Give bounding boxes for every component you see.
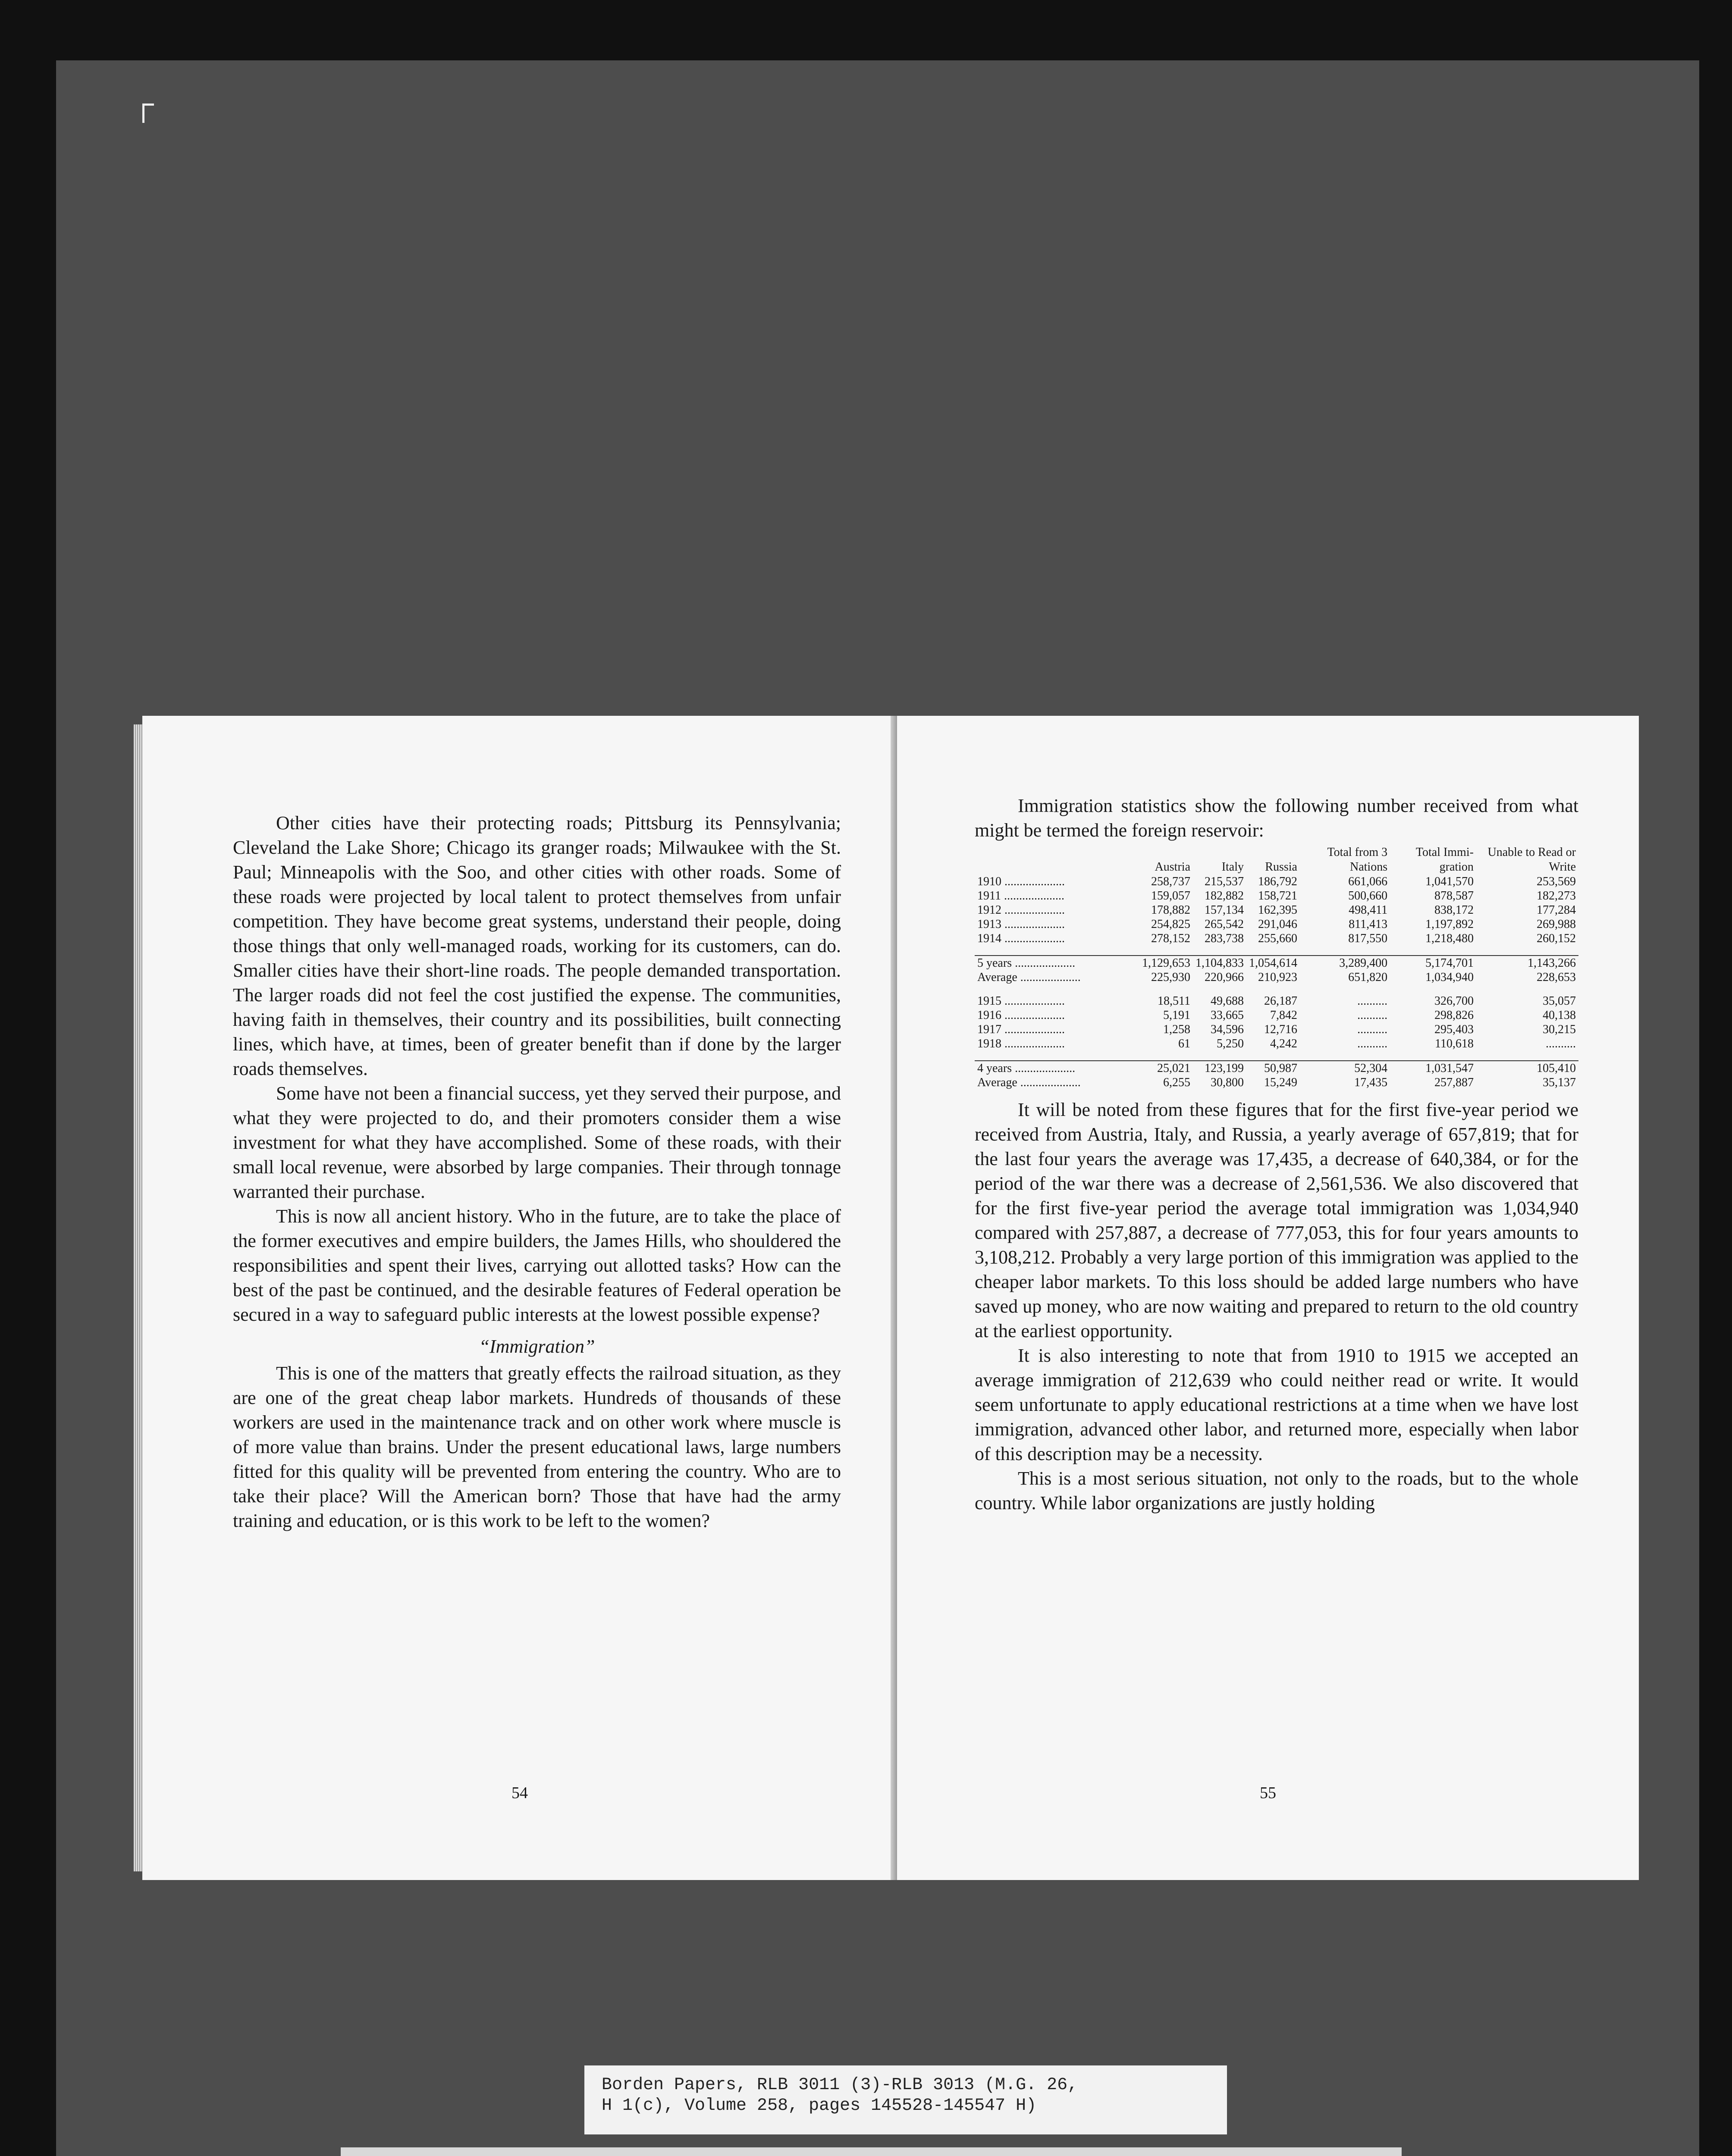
- table-cell: 182,273: [1537, 889, 1576, 903]
- table-header-row: [975, 845, 1578, 874]
- table-row: [975, 1037, 1578, 1051]
- right-page: [897, 716, 1639, 1880]
- right-paragraph-1: It will be noted from these figures that for the first five-year period we received from Austria, Italy, and Russia, a yearly average of 657,819; that for the last four years the average was 17,435, a decrease of 640,384, or for the period of the war there was a decrease of 2,561,536. We also discovered that for the first five-year period the average total immigration was 1,034,940 compared with 257,887, a decrease of 777,053, this for four years amounts to 3,108,212. Probably a very large portion of this immigration was applied to the cheaper labor markets. To this loss should be added large numbers who have saved up money, who are now waiting and prepared to return to the old country at the earliest opportunity.: [975, 1099, 1578, 1341]
- table-cell: 186,792: [1258, 875, 1297, 888]
- table-cell: 110,618: [1434, 1037, 1474, 1050]
- page-number-left: 54: [511, 1784, 528, 1802]
- table-row: [975, 874, 1578, 889]
- table-cell: 61: [1178, 1037, 1190, 1050]
- table-cell: 210,923: [1258, 971, 1297, 984]
- row-label: 1918 ....................: [977, 1037, 1065, 1050]
- table-cell: 158,721: [1258, 889, 1297, 903]
- immigration-paragraph: This is one of the matters that greatly effects the railroad situation, as they are one of the great cheap labor markets. Hundreds of thousands of these workers are used in the maintenance track and on other work where muscle is of more value than brains. Under the present educational laws, large numbers fitted for this quality will be prevented from entering the country. Who are to take their place? Will the American born? Those that have had the army training and education, or is this work to be left to the women?: [233, 1363, 841, 1531]
- table-row: [975, 889, 1578, 903]
- table-spacer: [975, 984, 1578, 994]
- table-cell: 255,660: [1258, 932, 1297, 945]
- row-label: 1914 ....................: [977, 932, 1065, 945]
- table-intro: Immigration statistics show the following number received from what might be termed the foreign reservoir:: [975, 795, 1578, 841]
- table-cell: 295,403: [1434, 1023, 1474, 1036]
- table-cell: 1,034,940: [1425, 971, 1474, 984]
- table-cell: 1,054,614: [1246, 956, 1300, 970]
- header-austria: Austria: [1155, 860, 1190, 874]
- row-label: 1915 ....................: [977, 994, 1065, 1008]
- table-cell: 1,129,653: [1139, 956, 1193, 970]
- table-row: [975, 931, 1578, 946]
- reference-label: Borden Papers, RLB 3011 (3)-RLB 3013 (M.G. 26, H 1(c), Volume 258, pages 145528-145547 H): [584, 2065, 1227, 2134]
- page-number-right: 55: [1260, 1784, 1276, 1802]
- row-label: 1917 ....................: [977, 1023, 1065, 1036]
- table-cell: ..........: [1357, 1009, 1388, 1022]
- table-cell: 178,882: [1151, 903, 1190, 917]
- table-cell: 215,537: [1205, 875, 1244, 888]
- table-cell: 269,988: [1537, 918, 1576, 931]
- table-cell: 40,138: [1543, 1009, 1576, 1022]
- table-cell: 17,435: [1354, 1076, 1388, 1089]
- table-cell: 49,688: [1211, 994, 1244, 1008]
- table-cell: 661,066: [1348, 875, 1388, 888]
- table-cell: 1,258: [1163, 1023, 1190, 1036]
- table-cell: 34,596: [1211, 1023, 1244, 1036]
- right-paragraph-3: This is a most serious situation, not only to the roads, but to the whole country. While labor organizations are justly holding: [975, 1468, 1578, 1514]
- table-cell: 35,137: [1543, 1076, 1576, 1089]
- table-cell: 258,737: [1151, 875, 1190, 888]
- row-label: 4 years ....................: [975, 1061, 1139, 1075]
- table-cell: 260,152: [1537, 932, 1576, 945]
- table-cell: 5,174,701: [1390, 956, 1476, 970]
- table-cell: 811,413: [1349, 918, 1388, 931]
- table-cell: 298,826: [1434, 1009, 1474, 1022]
- table-cell: 33,665: [1211, 1009, 1244, 1022]
- row-label: 5 years ....................: [975, 956, 1139, 970]
- table-cell: 498,411: [1349, 903, 1388, 917]
- table-cell: 265,542: [1205, 918, 1244, 931]
- table-cell: 105,410: [1476, 1061, 1578, 1075]
- table-cell: 1,218,480: [1425, 932, 1474, 945]
- table-cell: 5,191: [1163, 1009, 1190, 1022]
- table-cell: 257,887: [1434, 1076, 1474, 1089]
- table-cell: 18,511: [1158, 994, 1190, 1008]
- table-cell: 35,057: [1543, 994, 1576, 1008]
- row-label: 1912 ....................: [977, 903, 1065, 917]
- table-cell: 26,187: [1264, 994, 1297, 1008]
- table-row: [975, 1061, 1578, 1075]
- table-cell: 25,021: [1139, 1061, 1193, 1075]
- table-row: [975, 970, 1578, 984]
- table-cell: 1,143,266: [1476, 956, 1578, 970]
- table-cell: 50,987: [1246, 1061, 1300, 1075]
- table-cell: 30,215: [1543, 1023, 1576, 1036]
- header-year: [975, 845, 1139, 874]
- table-row: [975, 1022, 1578, 1037]
- header-total-immigration: Total Immi- gration: [1415, 846, 1474, 874]
- open-book: [142, 707, 1652, 1897]
- table-cell: 52,304: [1300, 1061, 1390, 1075]
- table-cell: ..........: [1357, 1023, 1388, 1036]
- immigration-table: [975, 845, 1578, 1090]
- right-paragraph-2: It is also interesting to note that from 1910 to 1915 we accepted an average immigration of 212,639 who could neither read or write. It would seem unfortunate to apply educational restrictions at a time when we have lost immigration, advanced other labor, and returned more, especially when labor of this description may be a necessity.: [975, 1345, 1578, 1464]
- table-cell: 123,199: [1193, 1061, 1246, 1075]
- row-label: 1911 ....................: [977, 889, 1064, 903]
- table-cell: ..........: [1357, 994, 1388, 1008]
- table-cell: 12,716: [1264, 1023, 1297, 1036]
- row-label: Average ....................: [977, 971, 1081, 984]
- table-row: [975, 956, 1578, 970]
- table-cell: 220,966: [1205, 971, 1244, 984]
- row-label: 1913 ....................: [977, 918, 1065, 931]
- row-label: Average ....................: [977, 1076, 1081, 1089]
- table-cell: 228,653: [1537, 971, 1576, 984]
- table-row: [975, 917, 1578, 931]
- row-label: 1910 ....................: [977, 875, 1065, 888]
- table-cell: 253,569: [1537, 875, 1576, 888]
- table-cell: 1,041,570: [1425, 875, 1474, 888]
- table-cell: 5,250: [1217, 1037, 1244, 1050]
- table-cell: 500,660: [1348, 889, 1388, 903]
- table-cell: 225,930: [1151, 971, 1190, 984]
- table-cell: 817,550: [1348, 932, 1388, 945]
- left-paragraph-1: Other cities have their protecting roads; Pittsburg its Pennsylvania; Cleveland the Lake Shore; Chicago its granger roads; Milwaukee with the St. Paul; Minneapolis with the Soo, and other cities with other roads. Some of these roads were projected by local talent to protect themselves from unfair competition. They have become great systems, understand their people, doing those things that only well-managed roads, working for its customers, can do. Smaller cities have their short-line roads. The people demanded transportation. The larger roads did not feel the cost justified the expense. The communities, having faith in themselves, their country and its possibilities, built connecting lines, which have, at times, been of greater benefit than if done by the larger roads themselves.: [233, 812, 841, 1079]
- table-cell: 1,031,547: [1390, 1061, 1476, 1075]
- table-body: [975, 874, 1578, 1090]
- left-page: [142, 716, 897, 1880]
- table-cell: 162,395: [1258, 903, 1297, 917]
- table-cell: ..........: [1546, 1037, 1576, 1050]
- table-cell: 6,255: [1163, 1076, 1190, 1089]
- table-spacer: [975, 1051, 1578, 1061]
- table-cell: 3,289,400: [1300, 956, 1390, 970]
- table-cell: 291,046: [1258, 918, 1297, 931]
- header-italy: Italy: [1221, 860, 1244, 874]
- table-cell: 878,587: [1434, 889, 1474, 903]
- table-row: [975, 1075, 1578, 1090]
- header-unable-read-write: Unable to Read or Write: [1487, 846, 1576, 874]
- table-cell: 254,825: [1151, 918, 1190, 931]
- table-row: [975, 903, 1578, 917]
- table-cell: 326,700: [1434, 994, 1474, 1008]
- table-cell: 177,284: [1537, 903, 1576, 917]
- table-cell: 1,104,833: [1193, 956, 1246, 970]
- table-cell: 157,134: [1205, 903, 1244, 917]
- table-cell: 838,172: [1434, 903, 1474, 917]
- header-total-3-nations: Total from 3 Nations: [1327, 846, 1388, 874]
- table-cell: 15,249: [1264, 1076, 1297, 1089]
- archive-card: [341, 2147, 1402, 2156]
- frame-corner-mark: [142, 103, 154, 123]
- table-cell: 7,842: [1270, 1009, 1297, 1022]
- table-cell: 30,800: [1211, 1076, 1244, 1089]
- table-cell: 4,242: [1270, 1037, 1297, 1050]
- row-label: 1916 ....................: [977, 1009, 1065, 1022]
- table-row: [975, 1008, 1578, 1022]
- table-row: [975, 994, 1578, 1008]
- left-paragraph-2: Some have not been a financial success, yet they served their purpose, and what they were projected to do, and their promoters consider them a wise investment for what they have accomplished. Some of these roads, with their small local revenue, were absorbed by large companies. Their through tonnage warranted their purchase.: [233, 1083, 841, 1202]
- table-cell: 651,820: [1348, 971, 1388, 984]
- table-cell: 283,738: [1205, 932, 1244, 945]
- table-cell: 159,057: [1151, 889, 1190, 903]
- table-spacer: [975, 946, 1578, 956]
- table-cell: ..........: [1357, 1037, 1388, 1050]
- immigration-heading: “Immigration”: [479, 1336, 595, 1357]
- table-cell: 1,197,892: [1425, 918, 1474, 931]
- left-paragraph-3: This is now all ancient history. Who in the future, are to take the place of the former executives and empire builders, the James Hills, who shouldered the responsibilities and spent their lives, carrying out allotted tasks? How can the best of the past be continued, and the desirable features of Federal operation be secured in a way to safeguard public interests at the lowest possible expense?: [233, 1206, 841, 1325]
- table-cell: 278,152: [1151, 932, 1190, 945]
- header-russia: Russia: [1265, 860, 1297, 874]
- table-cell: 182,882: [1205, 889, 1244, 903]
